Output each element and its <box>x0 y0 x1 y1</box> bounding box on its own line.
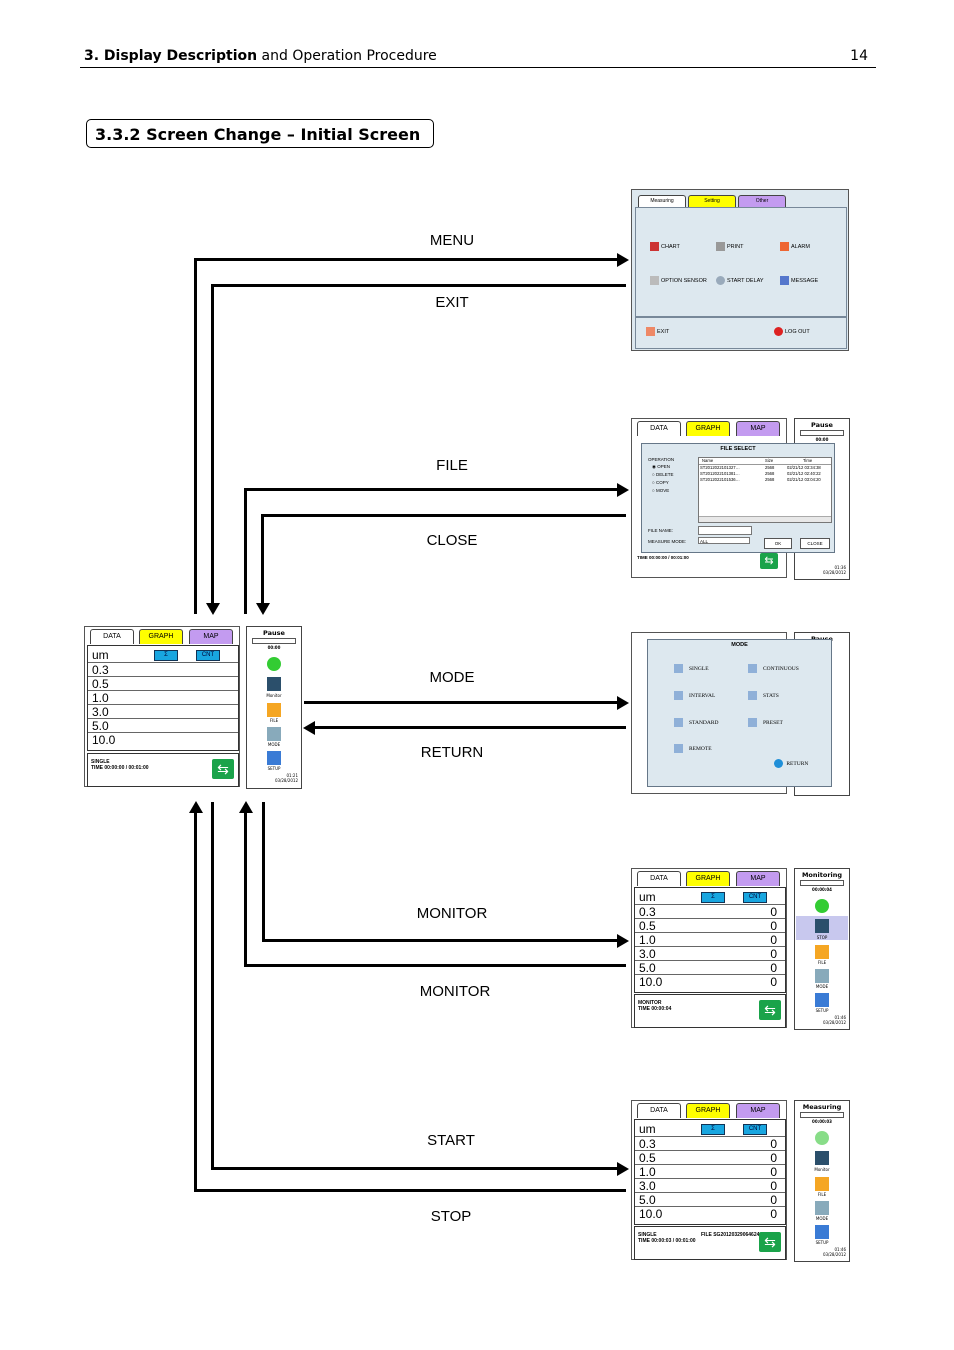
file-name-label: FILE NAME: <box>648 528 674 533</box>
tab-graph[interactable]: GRAPH <box>686 871 730 886</box>
data-grid: um Σ CNT 0.3 0 0.5 0 1.0 0 3.0 0 5.0 0 10.0 0 <box>634 1119 786 1225</box>
file-label: FILE <box>817 1192 827 1197</box>
status-footer <box>634 1226 786 1260</box>
file-status: FILE SG20120329064624 <box>701 1232 760 1238</box>
mode-arrowhead <box>617 696 629 710</box>
mode-preset[interactable]: PRESET <box>748 718 783 727</box>
size-label: 0.5 <box>92 677 109 691</box>
exit-arrowhead <box>206 603 220 615</box>
side-timer: 00:00:04 <box>812 887 832 892</box>
size-label: 5.0 <box>92 719 109 733</box>
tab-measuring[interactable]: Measuring <box>638 195 686 207</box>
measuring-screen-side <box>794 1100 850 1262</box>
unit-label: um <box>639 1122 656 1136</box>
interval-mode-icon <box>674 691 683 700</box>
tab-data[interactable]: DATA <box>637 1103 681 1118</box>
tab-graph[interactable]: GRAPH <box>686 421 730 436</box>
play-icon[interactable] <box>815 899 829 913</box>
stop-connector-vertical <box>194 812 197 1192</box>
return-icon <box>774 759 783 768</box>
label-return: RETURN <box>420 744 484 761</box>
power-icon <box>774 327 783 336</box>
monitor1-connector-vertical <box>262 802 265 941</box>
sum-button[interactable]: Σ <box>154 650 178 661</box>
label-monitor-2: MONITOR <box>419 983 491 1000</box>
time-status: TIME 00:00:00 / 00:01:00 <box>637 555 689 560</box>
operation-label: OPERATION <box>648 457 675 462</box>
menu-panel <box>635 207 847 317</box>
file-icon[interactable] <box>815 1177 829 1191</box>
monitor1-arrow-line <box>262 939 618 942</box>
menu-option-sensor[interactable]: OPTION SENSOR <box>650 276 707 285</box>
alarm-icon <box>780 242 789 251</box>
go-arrow-button[interactable]: ⇆ <box>759 1000 781 1020</box>
unit-label: um <box>92 648 109 662</box>
file-row[interactable]: ST2012022101536… 2568 02/21/12 03:04:20 <box>700 477 821 482</box>
label-start: START <box>427 1132 475 1149</box>
side-timer: 00:00 <box>815 437 829 442</box>
mode-status: SINGLE <box>91 759 110 765</box>
size-label: 1.0 <box>92 691 109 705</box>
label-close: CLOSE <box>426 532 478 549</box>
stats-mode-icon <box>748 691 757 700</box>
horizontal-scrollbar[interactable] <box>699 516 831 522</box>
go-arrow-button[interactable]: ⇆ <box>759 1232 781 1252</box>
tab-data[interactable]: DATA <box>637 421 681 436</box>
monitor-label: Monitor <box>266 693 282 698</box>
monitor2-arrowhead <box>239 801 253 813</box>
mode-label: MODE <box>815 1216 829 1221</box>
exit-button[interactable]: EXIT <box>646 327 669 336</box>
setup-label: SETUP <box>815 1240 829 1245</box>
clock: 01:21 <box>286 773 298 778</box>
setup-icon[interactable] <box>815 993 829 1007</box>
ok-button[interactable]: OK <box>764 538 792 549</box>
file-arrowhead <box>617 483 629 497</box>
mode-standard[interactable]: STANDARD <box>674 718 719 727</box>
tab-graph[interactable]: GRAPH <box>686 1103 730 1118</box>
label-menu: MENU <box>429 232 475 249</box>
mode-interval[interactable]: INTERVAL <box>674 691 715 700</box>
setup-icon[interactable] <box>267 751 281 765</box>
sum-button[interactable]: Σ <box>701 1124 725 1135</box>
monitor1-arrowhead <box>617 934 629 948</box>
menu-bottom-panel <box>635 317 847 349</box>
section-title: 3.3.2 Screen Change – Initial Screen <box>86 119 434 148</box>
file-icon[interactable] <box>815 945 829 959</box>
initial-screen-main <box>84 626 240 787</box>
radio-open[interactable]: ◉ OPEN <box>652 464 670 469</box>
tab-map[interactable]: MAP <box>736 1103 780 1118</box>
setup-label: SETUP <box>267 766 281 771</box>
monitor2-arrow-line <box>244 964 626 967</box>
printer-icon <box>716 242 725 251</box>
mode-icon[interactable] <box>267 727 281 741</box>
label-file: FILE <box>436 457 468 474</box>
cnt-button[interactable]: CNT <box>743 1124 767 1135</box>
file-connector-vertical <box>244 488 247 614</box>
menu-start-delay[interactable]: START DELAY <box>716 276 764 285</box>
state-title: Measuring <box>802 1103 842 1111</box>
label-exit: EXIT <box>435 294 469 311</box>
label-stop: STOP <box>430 1208 472 1225</box>
clock-icon <box>716 276 725 285</box>
side-timer: 00:00 <box>267 645 281 650</box>
header-section: 3. Display Description and Operation Procedure <box>84 48 437 64</box>
date: 03/28/2012 <box>822 1252 846 1257</box>
date: 03/28/2012 <box>822 570 846 575</box>
radio-delete[interactable]: ○ DELETE <box>652 472 674 477</box>
file-arrow-line <box>244 488 618 491</box>
measure-mode-label: MEASURE MODE: <box>648 539 687 544</box>
menu-print[interactable]: PRINT <box>716 242 744 251</box>
mode-arrow-line <box>304 701 618 704</box>
exit-connector-vertical <box>211 284 214 604</box>
monitor-screen-side <box>794 868 850 1030</box>
mode-stats[interactable]: STATS <box>748 691 779 700</box>
page-number: 14 <box>850 48 868 64</box>
mode-status: MONITOR <box>638 1000 662 1006</box>
tab-setting[interactable]: Setting <box>688 195 736 207</box>
setup-label: SETUP <box>815 1008 829 1013</box>
tab-map[interactable]: MAP <box>736 421 780 436</box>
mode-label: MODE <box>267 742 281 747</box>
close-connector-vertical <box>261 514 264 604</box>
mode-continuous[interactable]: CONTINUOUS <box>748 664 799 673</box>
return-arrowhead <box>303 721 315 735</box>
start-arrowhead <box>617 1162 629 1176</box>
monitor-label: Monitor <box>814 1167 830 1172</box>
time-status: TIME 00:00:00 / 00:01:00 <box>91 765 149 771</box>
clock: 01:36 <box>834 565 846 570</box>
return-button[interactable]: RETURN <box>774 759 808 768</box>
file-row[interactable]: ST2012022101327… 2568 02/21/12 03:34:38 <box>700 465 821 470</box>
chart-icon <box>650 242 659 251</box>
start-arrow-line <box>211 1167 618 1170</box>
data-grid <box>87 645 239 751</box>
sum-button[interactable]: Σ <box>701 892 725 903</box>
stop-arrowhead <box>189 801 203 813</box>
menu-alarm[interactable]: ALARM <box>780 242 810 251</box>
standard-mode-icon <box>674 718 683 727</box>
mode-dialog <box>647 639 832 787</box>
play-icon[interactable] <box>267 657 281 671</box>
measuring-screen-main <box>631 1100 787 1260</box>
start-connector-vertical <box>211 802 214 1170</box>
menu-message[interactable]: MESSAGE <box>780 276 818 285</box>
label-mode: MODE <box>429 669 475 686</box>
state-title: Pause <box>811 421 833 429</box>
size-label: 10.0 <box>92 733 116 747</box>
setup-icon[interactable] <box>815 1225 829 1239</box>
size-label: 3.0 <box>92 705 109 719</box>
file-name-input[interactable] <box>698 526 752 535</box>
mode-remote[interactable]: REMOTE <box>674 744 712 753</box>
stop-label: STOP <box>816 935 828 940</box>
tab-map[interactable]: MAP <box>189 629 233 644</box>
menu-arrowhead <box>617 253 629 267</box>
logout-button[interactable]: LOG OUT <box>774 327 810 336</box>
state-title: Pause <box>263 629 285 637</box>
menu-connector-vertical <box>194 259 197 614</box>
tab-other[interactable]: Other <box>738 195 786 207</box>
date: 03/28/2012 <box>274 778 298 783</box>
page-header <box>80 47 876 68</box>
dialog-title: MODE <box>731 642 748 648</box>
tab-graph[interactable]: GRAPH <box>139 629 183 644</box>
mode-label: MODE <box>815 984 829 989</box>
remote-mode-icon <box>674 744 683 753</box>
menu-chart[interactable]: CHART <box>650 242 680 251</box>
state-title: Monitoring <box>801 871 843 879</box>
mode-single[interactable]: SINGLE <box>674 664 709 673</box>
monitor2-connector-vertical <box>244 812 247 967</box>
file-icon[interactable] <box>267 703 281 717</box>
mode-icon[interactable] <box>815 1201 829 1215</box>
initial-screen-side <box>246 626 302 789</box>
status-footer <box>634 994 786 1028</box>
tab-data[interactable]: DATA <box>90 629 134 644</box>
size-label: 0.3 <box>92 663 109 677</box>
time-status: TIME 00:00:04 <box>638 1006 672 1012</box>
monitor-icon[interactable] <box>267 677 281 691</box>
radio-copy[interactable]: ○ COPY <box>652 480 669 485</box>
data-grid: um Σ CNT 0.3 0 0.5 0 1.0 0 3.0 0 5.0 0 10.0 0 <box>634 887 786 993</box>
go-arrow-button[interactable]: ⇆ <box>212 759 234 779</box>
exit-arrow-line <box>211 284 626 287</box>
go-arrow-button[interactable]: ⇆ <box>760 553 778 569</box>
return-arrow-line <box>314 726 626 729</box>
file-label: FILE <box>817 960 827 965</box>
monitor-screen-main <box>631 868 787 1028</box>
dialog-title: FILE SELECT <box>720 446 756 452</box>
mode-status: SINGLE <box>638 1232 657 1238</box>
clock: 01:46 <box>834 1247 846 1252</box>
message-icon <box>780 276 789 285</box>
status-footer <box>87 753 239 787</box>
file-row[interactable]: ST2012022101381… 2568 02/21/12 02:40:22 <box>700 471 821 476</box>
date: 03/28/2012 <box>822 1020 846 1025</box>
single-mode-icon <box>674 664 683 673</box>
radio-move[interactable]: ○ MOVE <box>652 488 670 493</box>
close-arrowhead <box>256 603 270 615</box>
monitor-icon[interactable] <box>815 1151 829 1165</box>
tab-data[interactable]: DATA <box>637 871 681 886</box>
measure-mode-select[interactable]: ALL <box>698 537 750 544</box>
side-timer: 00:00:03 <box>812 1119 832 1124</box>
pause-icon[interactable] <box>815 1131 829 1145</box>
cnt-button[interactable]: CNT <box>743 892 767 903</box>
clock: 01:46 <box>834 1015 846 1020</box>
exit-icon <box>646 327 655 336</box>
tab-map[interactable]: MAP <box>736 871 780 886</box>
stop-arrow-line <box>194 1189 626 1192</box>
label-monitor-1: MONITOR <box>416 905 488 922</box>
cnt-button[interactable]: CNT <box>196 650 220 661</box>
time-status: TIME 00:00:03 / 00:01:00 <box>638 1238 696 1244</box>
file-select-dialog <box>641 443 835 553</box>
sensor-icon <box>650 276 659 285</box>
menu-arrow-line <box>194 258 618 261</box>
monitor-icon[interactable] <box>815 919 829 933</box>
file-list[interactable]: Name Size Time ST2012022101327… 2568 02/21/12 03:34:38 ST2012022101381… 2568 02/21/12 02:40:22 ST2012022101536… 2568 02/21/12 03:04:20 <box>698 457 832 523</box>
menu-screen <box>631 189 849 351</box>
file-label: FILE <box>269 718 279 723</box>
unit-label: um <box>639 890 656 904</box>
continuous-mode-icon <box>748 664 757 673</box>
close-arrow-line <box>261 514 626 517</box>
preset-mode-icon <box>748 718 757 727</box>
mode-icon[interactable] <box>815 969 829 983</box>
close-button[interactable]: CLOSE <box>800 538 830 549</box>
